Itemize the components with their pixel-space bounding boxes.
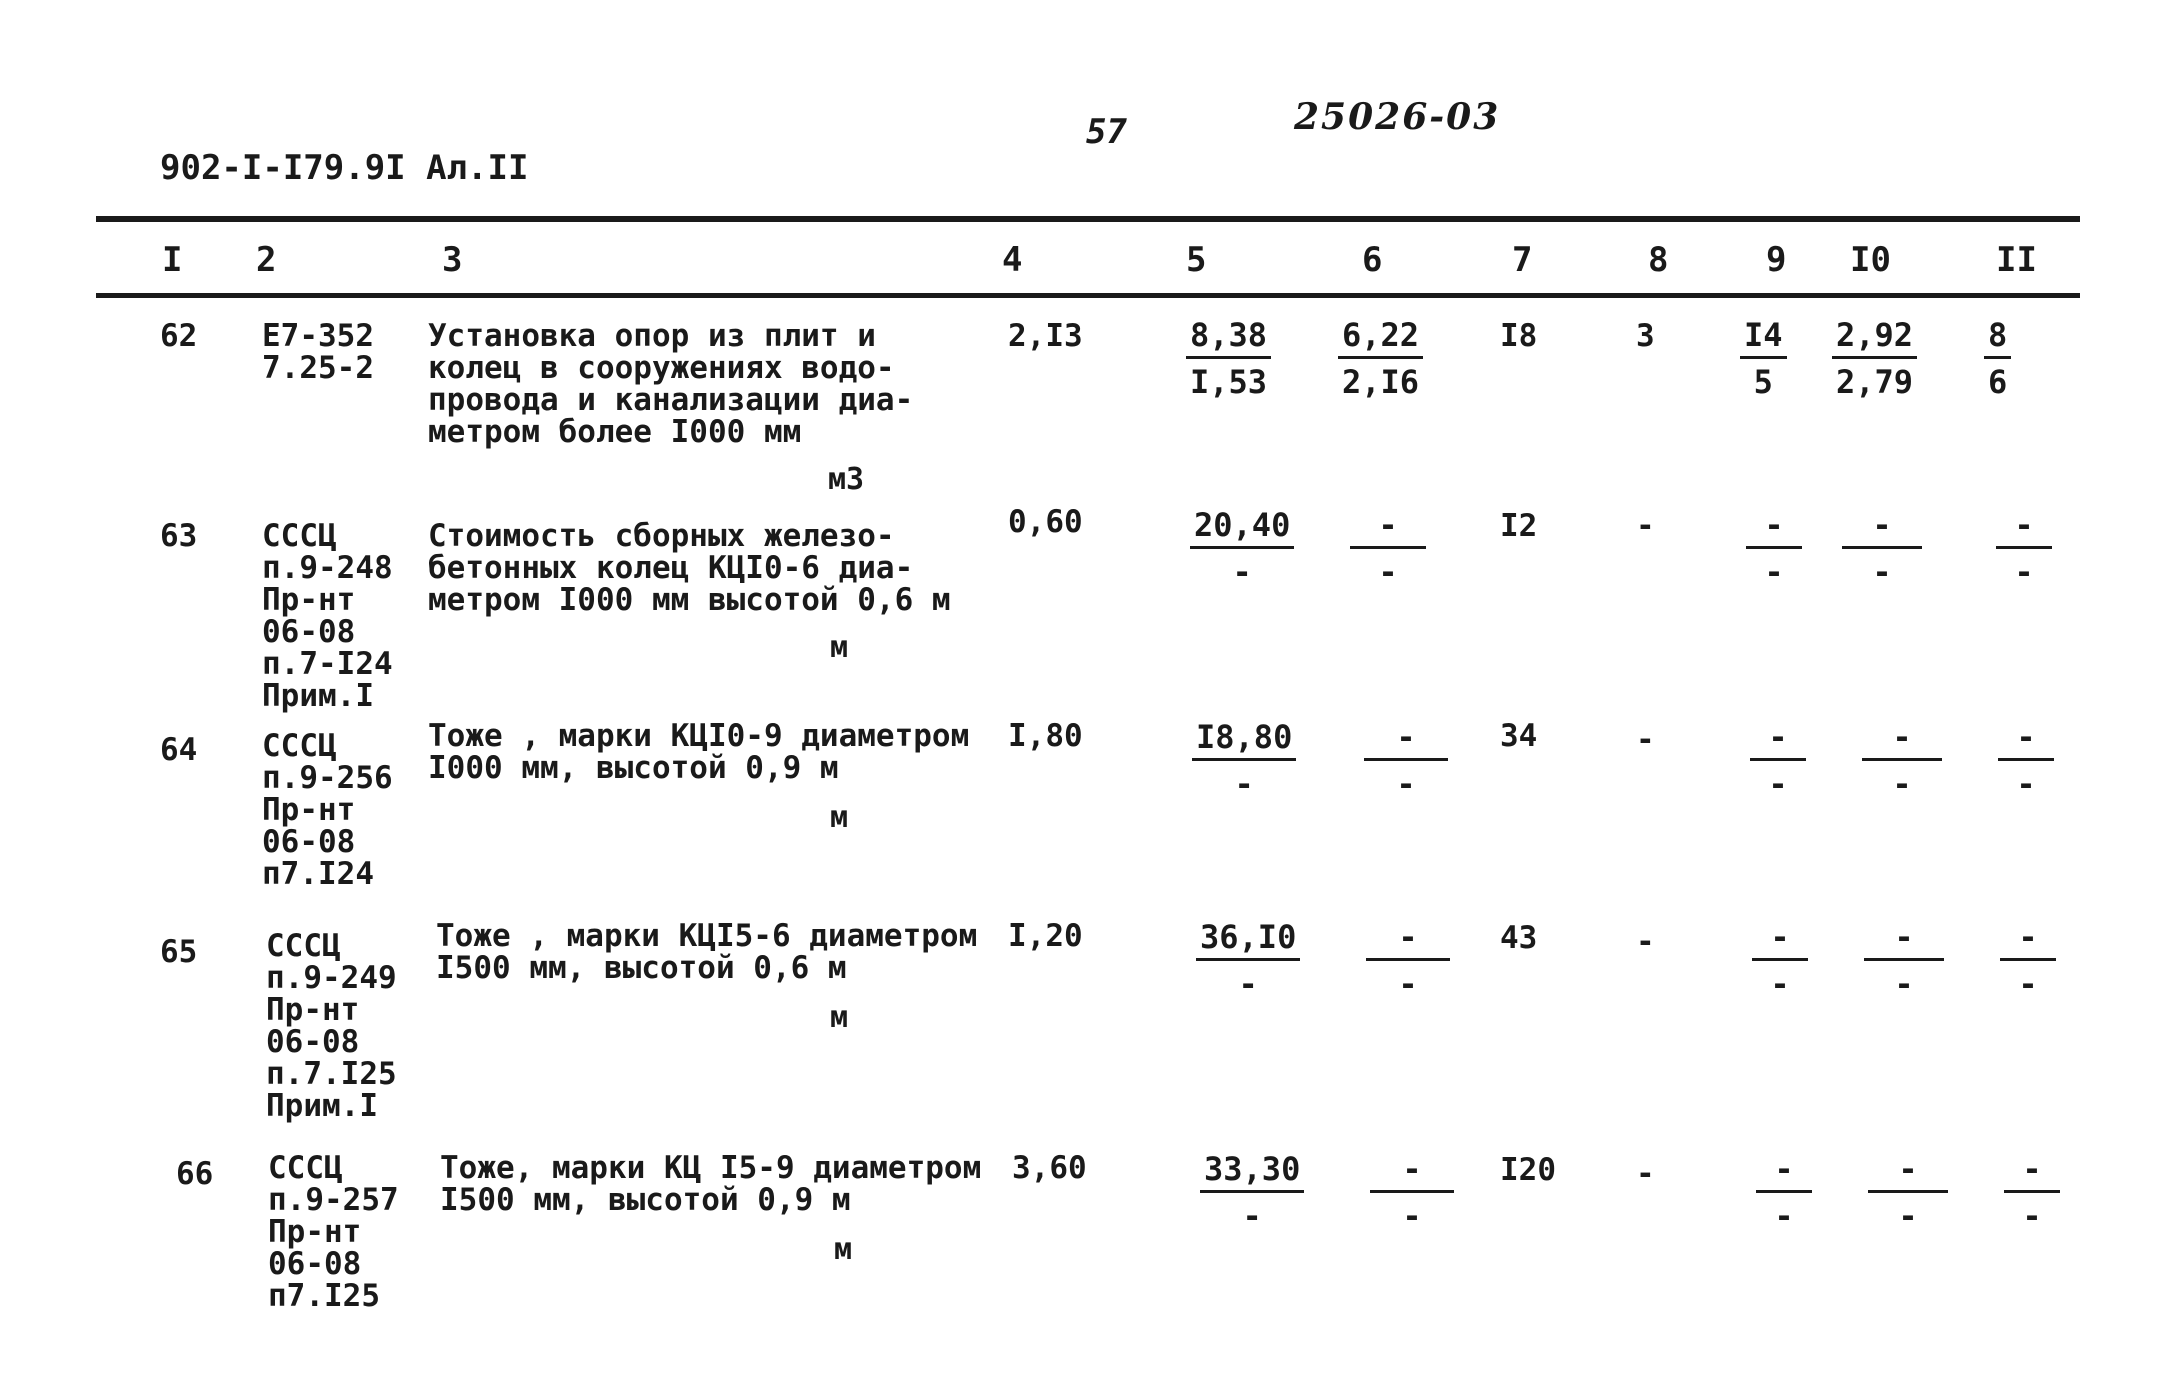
col10-bottom: - <box>1894 965 1914 1003</box>
unit-label: м3 <box>828 462 865 497</box>
col10-value <box>1864 918 1944 1003</box>
col7-value: I8 <box>1500 318 1538 354</box>
col8-value: 3 <box>1636 318 1655 354</box>
col5-bottom: I,53 <box>1190 363 1268 401</box>
col7-value: I2 <box>1500 508 1538 544</box>
col10-value <box>1862 718 1942 803</box>
table-top-rule <box>96 216 2080 222</box>
quantity: 0,60 <box>1008 504 1083 540</box>
col9-value <box>1752 918 1808 1003</box>
col11-top: - <box>2000 918 2056 961</box>
col11-top: - <box>2004 1150 2060 1193</box>
col10-top: - <box>1842 506 1922 549</box>
col9-top: I4 <box>1740 316 1787 359</box>
col5-bottom: - <box>1232 553 1252 591</box>
col10-value <box>1832 316 1917 401</box>
col9-value <box>1746 506 1802 591</box>
col10-value <box>1842 506 1922 591</box>
col-header-10: I0 <box>1850 240 1891 280</box>
norm-code: СССЦ п.9-248 Пр-нт 06-08 п.7-I24 Прим.I <box>262 518 393 714</box>
work-description: Тоже , марки КЦI5-6 диаметром I500 мм, высотой 0,6 м <box>436 918 978 986</box>
col11-value <box>2000 918 2056 1003</box>
col10-top: - <box>1862 718 1942 761</box>
col5-value <box>1192 718 1296 803</box>
col6-bottom: - <box>1402 1197 1422 1235</box>
col9-bottom: - <box>1770 965 1790 1003</box>
unit-label: м <box>830 1000 849 1035</box>
col-header-1: I <box>162 240 183 280</box>
quantity: I,80 <box>1008 718 1083 754</box>
col9-top: - <box>1746 506 1802 549</box>
col9-value <box>1756 1150 1812 1235</box>
col10-bottom: 2,79 <box>1836 363 1914 401</box>
col6-top: - <box>1364 718 1448 761</box>
col5-bottom: - <box>1242 1197 1262 1235</box>
col6-bottom: - <box>1378 553 1398 591</box>
row-number: 62 <box>160 318 198 354</box>
col5-top: I8,80 <box>1192 718 1296 761</box>
col11-bottom: - <box>2022 1197 2042 1235</box>
col6-value <box>1366 918 1450 1003</box>
row-number: 65 <box>160 934 198 970</box>
col8-value: - <box>1636 722 1655 758</box>
table-header-rule <box>96 293 2080 298</box>
col6-bottom: 2,I6 <box>1342 363 1420 401</box>
col9-bottom: - <box>1768 765 1788 803</box>
col6-value <box>1338 316 1423 401</box>
col-header-4: 4 <box>1002 240 1023 280</box>
col6-top: 6,22 <box>1338 316 1423 359</box>
col5-top: 36,I0 <box>1196 918 1300 961</box>
col11-bottom: - <box>2016 765 2036 803</box>
document-code: 902-I-I79.9I Ал.II <box>160 148 529 188</box>
col10-bottom: - <box>1892 765 1912 803</box>
col10-top: - <box>1864 918 1944 961</box>
col-header-6: 6 <box>1362 240 1383 280</box>
quantity: 2,I3 <box>1008 318 1083 354</box>
col11-bottom: - <box>2014 553 2034 591</box>
col6-value <box>1370 1150 1454 1235</box>
col5-top: 33,30 <box>1200 1150 1304 1193</box>
col6-bottom: - <box>1398 965 1418 1003</box>
col6-top: - <box>1366 918 1450 961</box>
col11-value <box>1998 718 2054 803</box>
work-description: Тоже , марки КЦI0-9 диаметром I000 мм, высотой 0,9 м <box>428 718 970 786</box>
col8-value: - <box>1636 1156 1655 1192</box>
work-description: Тоже, марки КЦ I5-9 диаметром I500 мм, высотой 0,9 м <box>440 1150 982 1218</box>
norm-code: СССЦ п.9-257 Пр-нт 06-08 п7.I25 <box>268 1150 399 1314</box>
unit-label: м <box>830 800 849 835</box>
unit-label: м <box>834 1232 853 1267</box>
row-number: 63 <box>160 518 198 554</box>
unit-label: м <box>830 630 849 665</box>
quantity: 3,60 <box>1012 1150 1087 1186</box>
col11-value <box>2004 1150 2060 1235</box>
quantity: I,20 <box>1008 918 1083 954</box>
norm-code: E7-352 7.25-2 <box>262 318 374 386</box>
col6-value <box>1350 506 1426 591</box>
col9-bottom: - <box>1774 1197 1794 1235</box>
col5-value <box>1200 1150 1304 1235</box>
col5-top: 20,40 <box>1190 506 1294 549</box>
col10-top: 2,92 <box>1832 316 1917 359</box>
col-header-11: II <box>1996 240 2037 280</box>
col6-value <box>1364 718 1448 803</box>
col5-value <box>1196 918 1300 1003</box>
col10-value <box>1868 1150 1948 1235</box>
col11-bottom: 6 <box>1988 363 2008 401</box>
col10-bottom: - <box>1898 1197 1918 1235</box>
norm-code: СССЦ п.9-256 Пр-нт 06-08 п7.I24 <box>262 728 393 892</box>
col11-value <box>1984 316 2011 401</box>
col6-top: - <box>1370 1150 1454 1193</box>
col9-bottom: 5 <box>1753 363 1773 401</box>
col10-bottom: - <box>1872 553 1892 591</box>
col5-bottom: - <box>1234 765 1254 803</box>
col8-value: - <box>1636 508 1655 544</box>
col9-value <box>1740 316 1787 401</box>
col8-value: - <box>1636 924 1655 960</box>
col7-value: 34 <box>1500 718 1538 754</box>
col9-bottom: - <box>1764 553 1784 591</box>
col9-top: - <box>1752 918 1808 961</box>
col5-top: 8,38 <box>1186 316 1271 359</box>
row-number: 66 <box>176 1156 214 1192</box>
col5-value <box>1186 316 1271 401</box>
col9-value <box>1750 718 1806 803</box>
col11-value <box>1996 506 2052 591</box>
col5-value <box>1190 506 1294 591</box>
col6-bottom: - <box>1396 765 1416 803</box>
col-header-5: 5 <box>1186 240 1207 280</box>
col-header-2: 2 <box>256 240 277 280</box>
work-description: Установка опор из плит и колец в сооружениях водо- провода и канализации диа- метром более I000 мм <box>428 318 914 450</box>
row-number: 64 <box>160 732 198 768</box>
col7-value: I20 <box>1500 1152 1556 1188</box>
col-header-8: 8 <box>1648 240 1669 280</box>
col10-top: - <box>1868 1150 1948 1193</box>
col11-bottom: - <box>2018 965 2038 1003</box>
col11-top: - <box>1996 506 2052 549</box>
col6-top: - <box>1350 506 1426 549</box>
norm-code: СССЦ п.9-249 Пр-нт 06-08 п.7.I25 Прим.I <box>266 928 397 1124</box>
handwritten-number: 25026-03 <box>1294 96 1501 138</box>
col-header-9: 9 <box>1766 240 1787 280</box>
col7-value: 43 <box>1500 920 1538 956</box>
col-header-7: 7 <box>1512 240 1533 280</box>
col11-top: 8 <box>1984 316 2011 359</box>
col-header-3: 3 <box>442 240 463 280</box>
col9-top: - <box>1756 1150 1812 1193</box>
col9-top: - <box>1750 718 1806 761</box>
col11-top: - <box>1998 718 2054 761</box>
page-number: 57 <box>1086 112 1127 152</box>
col5-bottom: - <box>1238 965 1258 1003</box>
work-description: Стоимость сборных железо- бетонных колец КЦI0-6 диа- метром I000 мм высотой 0,6 м <box>428 518 951 618</box>
